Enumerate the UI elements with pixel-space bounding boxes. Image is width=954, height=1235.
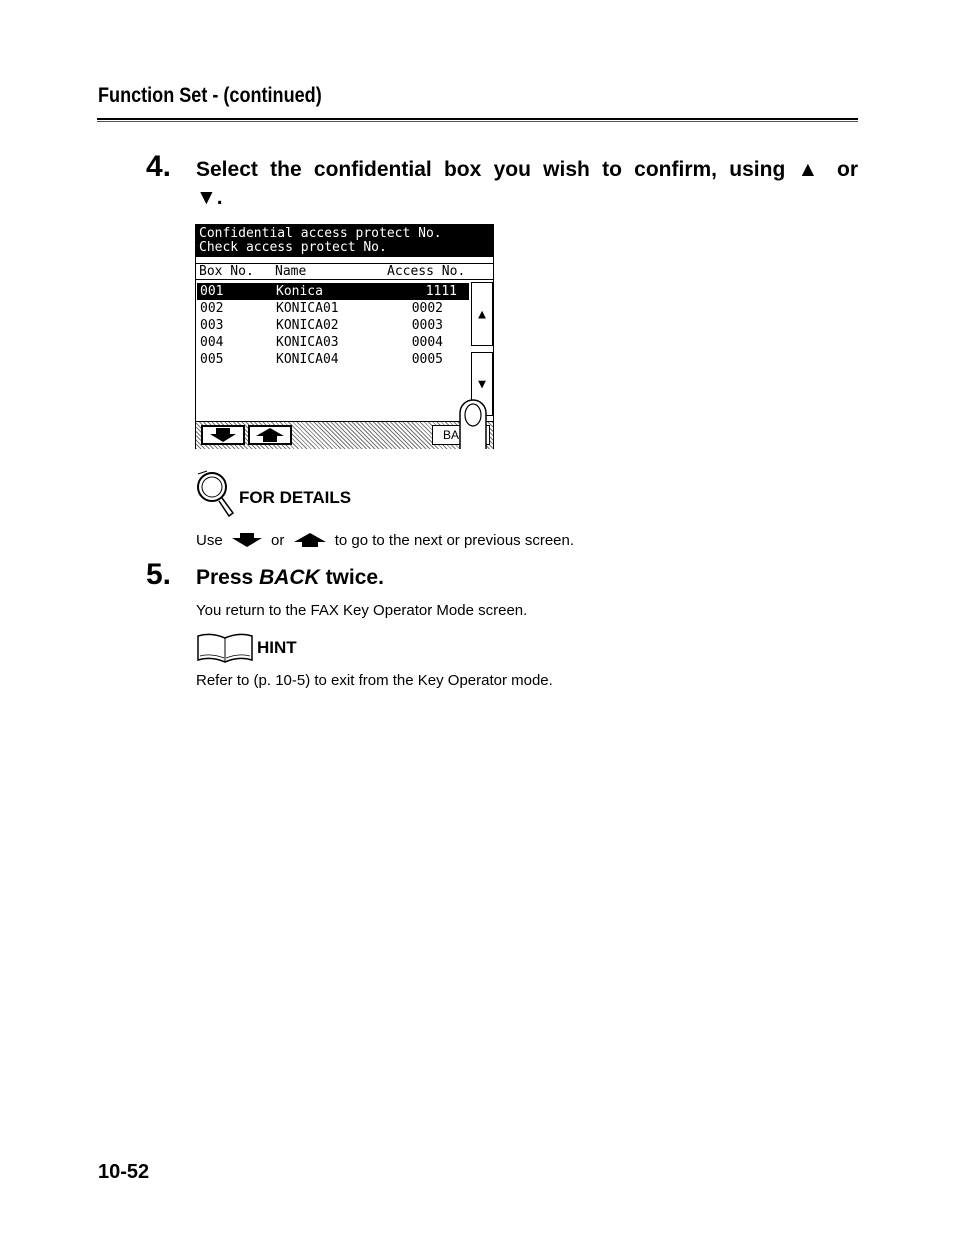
row-name: KONICA02 [276, 318, 339, 333]
screen-title-line1: Confidential access protect No. [199, 226, 442, 241]
header-rule [97, 118, 858, 120]
table-row[interactable] [197, 351, 469, 368]
row-name: KONICA03 [276, 335, 339, 350]
row-box-no: 004 [200, 335, 224, 350]
hint-heading: HINT [257, 638, 297, 657]
step-5-twice: twice. [319, 566, 384, 589]
row-box-no: 005 [200, 352, 224, 367]
down-triangle-icon: ▼ [478, 376, 486, 392]
column-access-no: Access No. [387, 264, 466, 279]
screen-title-line2: Check access protect No. [199, 240, 387, 255]
table-row[interactable] [197, 283, 469, 300]
header-rule-thin [97, 121, 858, 122]
column-box-no: Box No. [199, 264, 254, 279]
step-5-description: You return to the FAX Key Operator Mode screen. [196, 602, 528, 619]
finger-pointer-icon [454, 397, 494, 451]
next-screen-button[interactable] [201, 425, 245, 445]
magnifier-icon [195, 470, 237, 518]
for-details-heading: FOR DETAILS [239, 488, 352, 507]
down-arrow-icon [230, 532, 264, 548]
scroll-up-button[interactable] [471, 282, 493, 346]
back-button-label: BA [443, 428, 460, 442]
row-access-no: 0002 [411, 301, 443, 316]
details-text-rest: to go to the next or previous screen. [334, 532, 575, 549]
previous-screen-button[interactable] [248, 425, 292, 445]
row-name: KONICA04 [276, 352, 339, 367]
table-row[interactable] [197, 300, 469, 317]
details-text-or: or [271, 532, 285, 549]
step-5-text [196, 564, 384, 592]
step-4-text-line1: Select the confidential box you wish to confirm, using ▲ or [196, 158, 858, 181]
step-5-back: BACK [259, 566, 320, 589]
row-access-no: 0004 [411, 335, 443, 350]
row-box-no: 003 [200, 318, 224, 333]
screen-title-bar [196, 225, 493, 257]
down-arrow-icon [203, 427, 243, 443]
page-header-title: Function Set - (continued) [98, 84, 322, 107]
step-4-number: 4. [146, 150, 172, 183]
table-row[interactable] [197, 317, 469, 334]
step-5-number: 5. [146, 558, 172, 591]
up-arrow-icon [292, 532, 328, 548]
book-icon [196, 632, 254, 664]
row-access-no: 1111 [425, 284, 457, 299]
row-access-no: 0005 [411, 352, 443, 367]
table-row[interactable] [197, 334, 469, 351]
row-name: Konica [276, 284, 323, 299]
up-arrow-icon [250, 427, 290, 443]
details-text-use: Use [196, 532, 223, 549]
row-box-no: 002 [200, 301, 224, 316]
column-header [196, 263, 493, 280]
hint-text: Refer to (p. 10-5) to exit from the Key Operator mode. [196, 672, 553, 689]
row-box-no: 001 [200, 284, 224, 299]
column-name: Name [275, 264, 307, 279]
row-access-no: 0003 [411, 318, 443, 333]
details-text [196, 532, 574, 550]
screen-bottom-bar [196, 421, 493, 449]
up-triangle-icon: ▲ [478, 306, 486, 322]
step-5-press: Press [196, 566, 260, 589]
row-name: KONICA01 [276, 301, 339, 316]
step-4-text-line2: ▼. [196, 186, 223, 209]
confidential-box-screen [195, 224, 494, 449]
page-number: 10-52 [98, 1161, 150, 1183]
